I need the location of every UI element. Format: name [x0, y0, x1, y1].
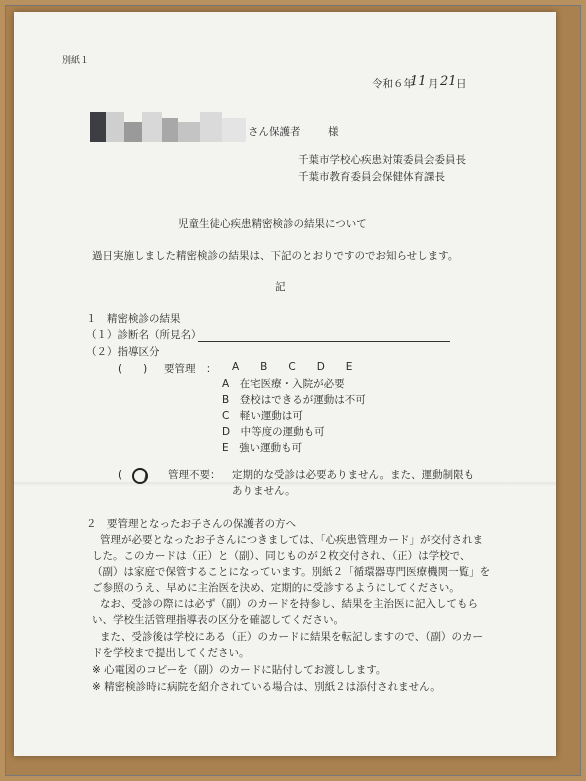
grade-c: C 軽い運動は可 [222, 410, 303, 422]
no-management-text2: ありません。 [232, 485, 296, 497]
section2-line: した。このカードは（正）と（副）、同じものが２枚交付され、（正）は学校で、 [92, 550, 471, 562]
sender-line1: 千葉市学校心疾患対策委員会委員長 [298, 154, 466, 166]
no-management-checkbox: ( ) [118, 469, 148, 481]
document-title: 児童生徒心疾患精密検診の結果について [178, 218, 367, 230]
sender-line2: 千葉市教育委員会保健体育課長 [298, 171, 445, 183]
grade-letters: A B C D E [232, 361, 353, 373]
date-month: 11 [410, 74, 427, 89]
section2-heading: ２ 要管理となったお子さんの保護者の方へ [86, 518, 296, 530]
management-label: 要管理 ： [164, 363, 217, 375]
recipient-honorific: 様 [328, 126, 339, 138]
section2-line: （副）は家庭で保管することになっています。別紙２「循環器専門医療機関一覧」を [92, 566, 491, 578]
section2-line: ご参照のうえ、早めに主治医を決め、定期的に受診するようにしてください。 [92, 582, 460, 594]
ki-label: 記 [275, 281, 286, 293]
management-checkbox: ( ) [118, 363, 148, 375]
recipient-suffix: さん保護者 [248, 126, 301, 138]
grade-d: D 中等度の運動も可 [222, 426, 325, 438]
grade-a: A 在宅医療・入院が必要 [222, 378, 345, 390]
attachment-label: 別紙１ [62, 56, 90, 66]
grade-e: E 強い運動も可 [222, 442, 303, 454]
check-circle-mark [132, 468, 148, 484]
section2-line: 管理が必要となったお子さんにつきましては、「心疾患管理カード」が交付されま [100, 534, 484, 546]
section1-heading: １ 精密検診の結果 [86, 313, 181, 325]
section2-note: ※ 精密検診時に病院を紹介されている場合は、別紙２は添付されません。 [92, 681, 441, 693]
date-day: 21 [440, 74, 457, 89]
diagnosis-label: （１）診断名（所見名） [86, 329, 202, 341]
section2-line: ドを学校まで提出してください。 [92, 647, 250, 659]
no-management-text1: 定期的な受診は必要ありません。また、運動制限も [232, 469, 475, 481]
section2-note: ※ 心電図のコピーを（副）のカードに貼付してお渡しします。 [92, 664, 387, 676]
diagnosis-line [198, 341, 450, 342]
section2-line: い、学校生活管理指導表の区分を確認してください。 [92, 614, 344, 626]
no-management-label: 管理不要： [168, 469, 221, 481]
section2-line: なお、受診の際には必ず（副）のカードを持参し、結果を主治医に記入してもら [100, 598, 478, 610]
intro-text: 過日実施しました精密検診の結果は、下記のとおりですのでお知らせします。 [92, 250, 459, 262]
section2-line: また、受診後は学校にある（正）のカードに結果を転記しますので、（副）のカー [100, 631, 484, 643]
grade-b: B 登校はできるが運動は不可 [222, 394, 366, 406]
guidance-label: （２）指導区分 [86, 346, 160, 358]
